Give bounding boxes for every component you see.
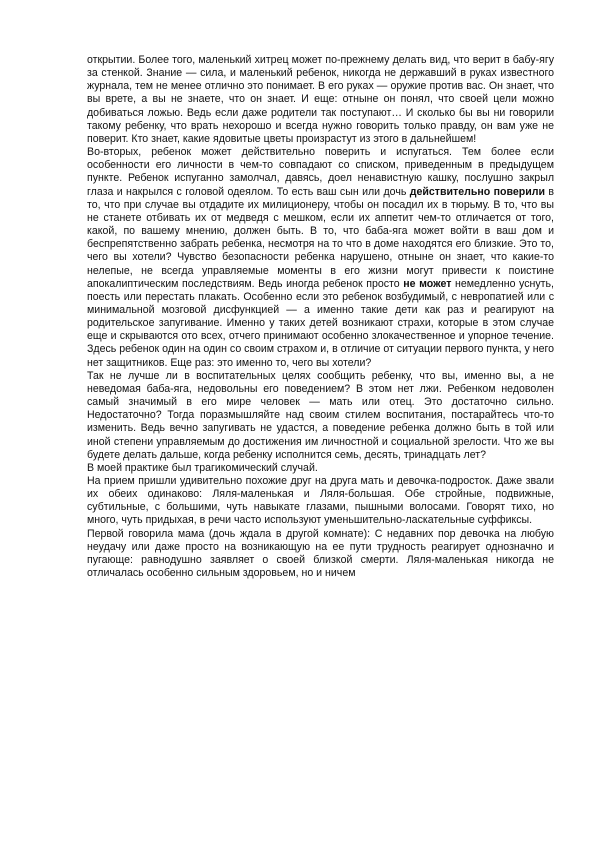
document-page xyxy=(87,54,554,580)
paragraph-2-bold-cannot: не может xyxy=(403,277,452,290)
paragraph-3 xyxy=(87,370,554,462)
paragraph-4 xyxy=(87,462,554,475)
paragraph-6 xyxy=(87,528,554,581)
paragraph-1 xyxy=(87,54,554,146)
paragraph-3-text: Так не лучше ли в воспитательных целях сообщить ребенку, что вы, именно вы, а не неведомая баба-яга, недовольны его поведением? В этом нет лжи. Ребенком недоволен самый значимый в его мире человек — мать или отец. Это достаточно сильно. Недостаточно? Тогда поразмышляйте над своим стилем воспитания, постарайтесь что-то изменить. Ведь вечно запугивать не удастся, а поведение ребенка должно быть в той или иной степени управляемым до достижения им личностной и социальной зрелости. Что же вы будете делать дальше, когда ребенку исполнится семь, десять, тринадцать лет? xyxy=(87,369,554,461)
paragraph-2-text-b: в то, что при случае вы отдадите их милиционеру, чтобы он посадил их в тюрьму. В то, что вы не станете отбивать их от медведя с мешком, если их аппетит чем-то отличается от того, какой, по вашему мнению, должен быть. В то, что баба-яга может войти в ваш дом и беспрепятственно забрать ребенка, несмотря на то что в доме находятся его близкие. Это то, чего вы хотели? Чувство безопасности ребенка нарушено, отныне он знает, что какие-то нелепые, не всегда управляемые моменты в его жизни могут привести к поистине апокалиптическим последствиям. Ведь иногда ребенок просто xyxy=(87,185,554,290)
paragraph-4-text: В моей практике был трагикомический случай. xyxy=(87,461,318,474)
paragraph-2-text-a: Во-вторых, ребенок может действительно поверить и испугаться. Тем более если особенности его личности в чем-то совпадают со списком, приведенным в предыдущем пункте. Ребенок испуганно замолчал, давясь, доел ненавистную кашку, послушно закрыл глаза и накрылся с головой одеялом. То есть ваш сын или дочь xyxy=(87,146,554,198)
paragraph-2-text-c: немедленно уснуть, поесть или перестать плакать. Особенно если это ребенок возбудимый, с невропатией или с минимальной мозговой дисфункцией — а именно такие дети как раз и реагируют на родительское запугивание. Именно у таких детей возникают страхи, которые в этом случае еще и скрываются ото всех, отчего принимают особенно злокачественное и упорное течение. Здесь ребенок один на один со своим страхом и, в отличие от ситуации первого пункта, у него нет защитников. Еще раз: это именно то, чего вы хотели? xyxy=(87,277,554,369)
paragraph-5-text: На прием пришли удивительно похожие друг на друга мать и девочка-подросток. Даже звали их обеих одинаково: Ляля-маленькая и Ляля-большая. Обе стройные, подвижные, субтильные, с большими, чуть навыкате глазами, пышными волосами. Говорят тихо, но много, чуть придыхая, в речи часто используют уменьшительно-ласкательные суффиксы. xyxy=(87,475,554,527)
paragraph-2-bold-really-believed: действительно поверили xyxy=(409,185,545,198)
paragraph-1-text: открытии. Более того, маленький хитрец может по-прежнему делать вид, что верит в бабу-ягу за стенкой. Знание — сила, и маленький ребенок, никогда не державший в руках известного журнала, тем не менее отлично это понимает. В его руках — оружие против вас. Он знает, что вы врете, а вы не знаете, что он знает. И еще: отныне он понял, что своей цели можно добиваться ложью. Ведь если даже родители так поступают… И сколько бы вы ни говорили такому ребенку, что врать нехорошо и всегда нужно говорить только правду, он вам уже не поверит. Кто знает, какие ядовитые цветы произрастут из этого в дальнейшем! xyxy=(87,54,554,145)
paragraph-2 xyxy=(87,146,554,370)
paragraph-6-text: Первой говорила мама (дочь ждала в другой комнате): С недавних пор девочка на любую неудачу или даже просто на возникающую на ее пути трудность реагирует однозначно и пугающе: равнодушно заявляет о своей близкой смерти. Ляля-маленькая никогда не отличалась особенно сильным здоровьем, но и ничем xyxy=(87,527,554,580)
paragraph-5 xyxy=(87,475,554,528)
